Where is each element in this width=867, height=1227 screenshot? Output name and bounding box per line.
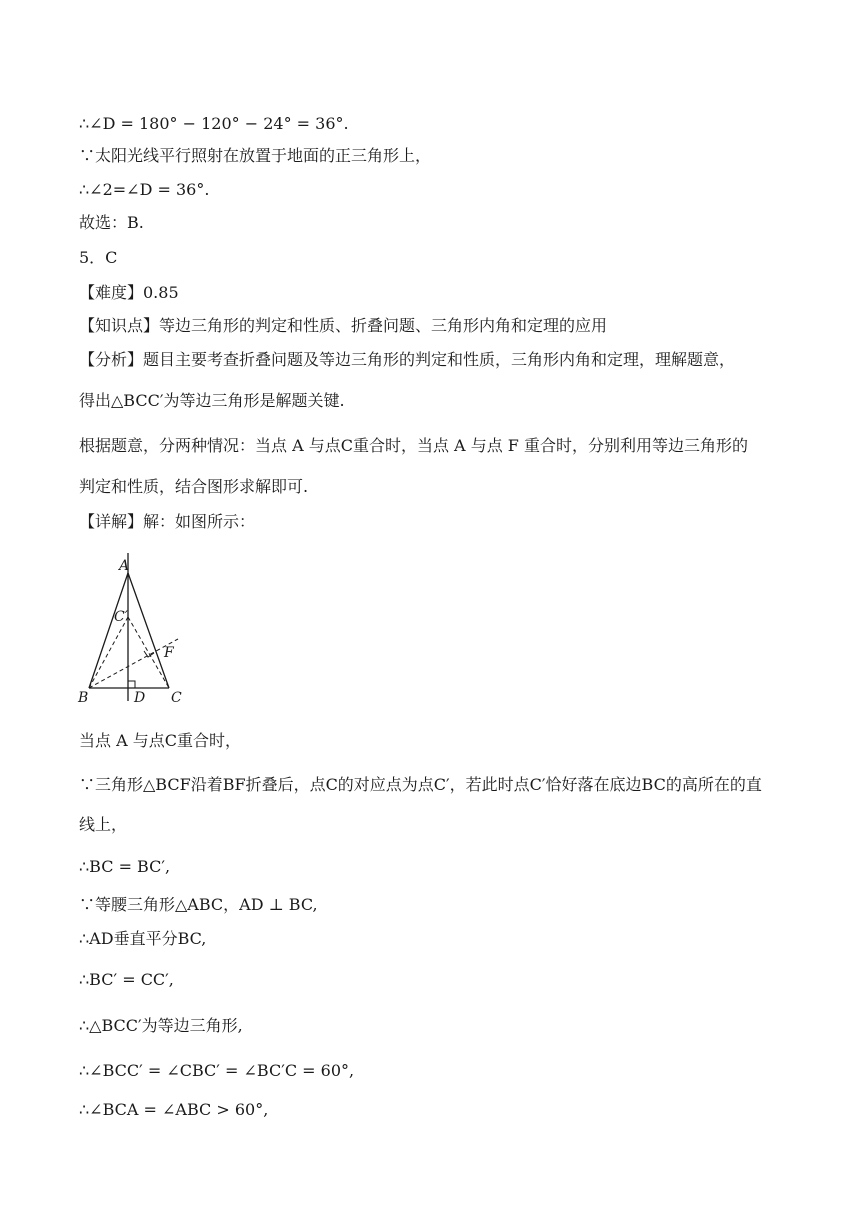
math-line: ∴∠BCA = ∠ABC > 60°, <box>79 1100 269 1119</box>
difficulty: 【难度】0.85 <box>79 283 179 302</box>
text-line: ∵太阳光线平行照射在放置于地面的正三角形上， <box>79 146 432 165</box>
text-line: 判定和性质，结合图形求解即可. <box>79 477 309 496</box>
math-line: ∴AD垂直平分BC, <box>79 929 207 948</box>
label-a: A <box>119 558 130 574</box>
label-d: D <box>134 690 146 705</box>
text-line: 故选：B. <box>79 213 144 232</box>
text-line: 当点 A 与点C重合时， <box>79 731 241 750</box>
label-b: B <box>78 690 89 705</box>
side-ac <box>128 573 169 688</box>
triangle-figure <box>76 553 188 705</box>
math-line: ∴BC = BC′, <box>79 857 171 876</box>
label-f: F <box>164 645 174 661</box>
triangle-diagram <box>76 553 188 705</box>
solution-heading: 【详解】解：如图所示： <box>79 512 256 531</box>
math-line: ∵等腰三角形△ABC，AD ⊥ BC, <box>79 895 318 914</box>
math-line: ∴BC′ = CC′, <box>79 970 174 989</box>
analysis: 【分析】题目主要考查折叠问题及等边三角形的判定和性质，三角形内角和定理，理解题意， <box>79 350 736 369</box>
label-c: C <box>171 690 182 705</box>
text-line: ∵三角形△BCF沿着BF折叠后，点C的对应点为点C′，若此时点C′恰好落在底边BC的高所在的直 <box>79 775 762 794</box>
label-c-prime: C′ <box>114 609 128 625</box>
side-ab <box>89 573 128 688</box>
right-angle-d <box>128 681 135 688</box>
text-line: ∴∠D = 180° − 120° − 24° = 36°. <box>79 114 349 133</box>
math-line: ∴△BCC′为等边三角形, <box>79 1016 243 1035</box>
text-line: ∴∠2=∠D = 36°. <box>79 180 210 199</box>
knowledge-point: 【知识点】等边三角形的判定和性质、折叠问题、三角形内角和定理的应用 <box>79 316 608 335</box>
text-line: 根据题意，分两种情况：当点 A 与点C重合时，当点 A 与点 F 重合时，分别利用等边三角形的 <box>79 436 748 455</box>
text-line: 线上， <box>79 815 128 834</box>
math-line: ∴∠BCC′ = ∠CBC′ = ∠BC′C = 60°, <box>79 1061 355 1080</box>
text-line: 得出△BCC′为等边三角形是解题关键. <box>79 391 345 410</box>
question-number: 5．C <box>79 248 118 267</box>
dashed-cc-prime <box>128 617 169 688</box>
